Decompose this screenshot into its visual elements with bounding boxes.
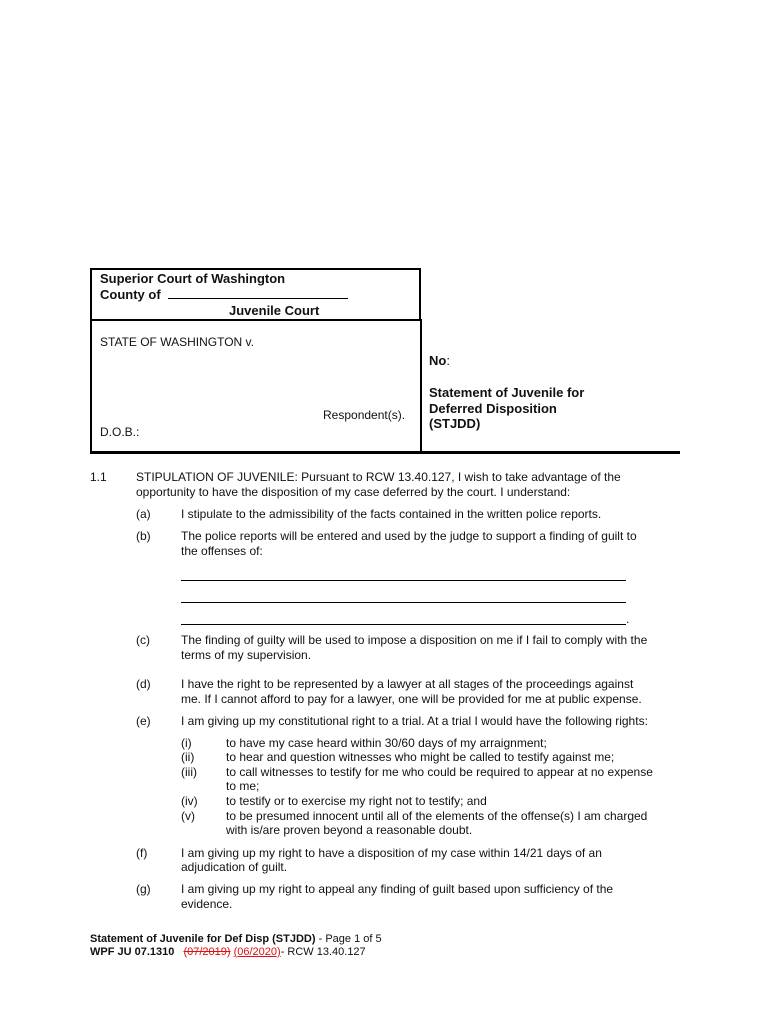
item-b-text-2: the offenses of:	[181, 544, 263, 558]
item-e-text-1: I am giving up my constitutional right to a trial. At a trial I would have the following rights:	[181, 714, 648, 728]
item-b-label: (b)	[136, 529, 151, 543]
item-g-text-1: I am giving up my right to appeal any finding of guilt based upon sufficiency of the	[181, 882, 614, 896]
footer-form-id: WPF JU 07.1310	[90, 946, 175, 958]
right-ii-label: (ii)	[181, 750, 195, 764]
right-iii-text-1: to call witnesses to testify for me who could be required to appear at no expense	[226, 765, 653, 779]
county-label: County of	[100, 287, 161, 302]
item-g-text-2: evidence.	[181, 897, 233, 911]
right-i-label: (i)	[181, 736, 192, 750]
item-g-label: (g)	[136, 882, 151, 896]
no-colon: :	[446, 353, 450, 368]
right-i-text: to have my case heard within 30/60 days of my arraignment;	[226, 736, 547, 750]
footer-line-2	[90, 946, 366, 958]
doc-title-3: (STJDD)	[429, 416, 481, 431]
item-e-label: (e)	[136, 714, 151, 728]
item-a-text: I stipulate to the admissibility of the facts contained in the written police reports.	[181, 507, 602, 521]
section-line-2: opportunity to have the disposition of my case deferred by the court. I understand:	[136, 485, 571, 499]
footer-title: Statement of Juvenile for Def Disp (STJDD)	[90, 933, 316, 945]
right-iv-text: to testify or to exercise my right not to testify; and	[226, 794, 487, 808]
item-b-text-1: The police reports will be entered and used by the judge to support a finding of guilt to	[181, 529, 637, 543]
offense-blank-3[interactable]	[181, 624, 626, 625]
case-number-label	[429, 353, 450, 368]
item-a-label: (a)	[136, 507, 151, 521]
court-division: Juvenile Court	[229, 303, 320, 318]
item-c-text-1: The finding of guilty will be used to impose a disposition on me if I fail to comply with the	[181, 633, 648, 647]
county-line	[100, 287, 348, 302]
footer-old-date: (07/2019)	[183, 946, 231, 958]
footer-new-date: (06/2020)	[233, 946, 281, 958]
right-iv-label: (iv)	[181, 794, 198, 808]
item-c-text-2: terms of my supervision.	[181, 648, 312, 662]
party-line: STATE OF WASHINGTON v.	[100, 335, 255, 349]
item-f-label: (f)	[136, 846, 148, 860]
no-label: No	[429, 353, 447, 368]
respondent-label: Respondent(s).	[323, 408, 406, 422]
caption-divider	[90, 451, 680, 454]
county-blank[interactable]	[168, 298, 348, 299]
right-v-text-1: to be presumed innocent until all of the elements of the offense(s) I am charged	[226, 809, 648, 823]
footer-rcw: - RCW 13.40.127	[280, 946, 366, 958]
item-f-text-2: adjudication of guilt.	[181, 860, 288, 874]
right-v-text-2: with is/are proven beyond a reasonable doubt.	[226, 823, 473, 837]
item-c-label: (c)	[136, 633, 150, 647]
court-name: Superior Court of Washington	[100, 271, 286, 286]
item-d-label: (d)	[136, 677, 151, 691]
footer-line-1	[90, 933, 382, 945]
dob-label: D.O.B.:	[100, 425, 140, 439]
item-d-text-2: me. If I cannot afford to pay for a lawyer, one will be provided for me at public expense.	[181, 692, 642, 706]
item-d-text-1: I have the right to be represented by a lawyer at all stages of the proceedings against	[181, 677, 634, 691]
right-ii-text: to hear and question witnesses who might be called to testify against me;	[226, 750, 615, 764]
offense-blank-2[interactable]	[181, 602, 626, 603]
right-iii-text-2: to me;	[226, 779, 260, 793]
offense-end-period: .	[626, 612, 630, 626]
section-number: 1.1	[90, 470, 107, 484]
footer-page-info: - Page 1 of 5	[315, 933, 382, 945]
item-f-text-1: I am giving up my right to have a disposition of my case within 14/21 days of an	[181, 846, 602, 860]
doc-title-2: Deferred Disposition	[429, 401, 557, 416]
right-v-label: (v)	[181, 809, 195, 823]
offense-blank-1[interactable]	[181, 580, 626, 581]
section-line-1: STIPULATION OF JUVENILE: Pursuant to RCW 13.40.127, I wish to take advantage of the	[136, 470, 621, 484]
right-iii-label: (iii)	[181, 765, 197, 779]
doc-title-1: Statement of Juvenile for	[429, 385, 585, 400]
